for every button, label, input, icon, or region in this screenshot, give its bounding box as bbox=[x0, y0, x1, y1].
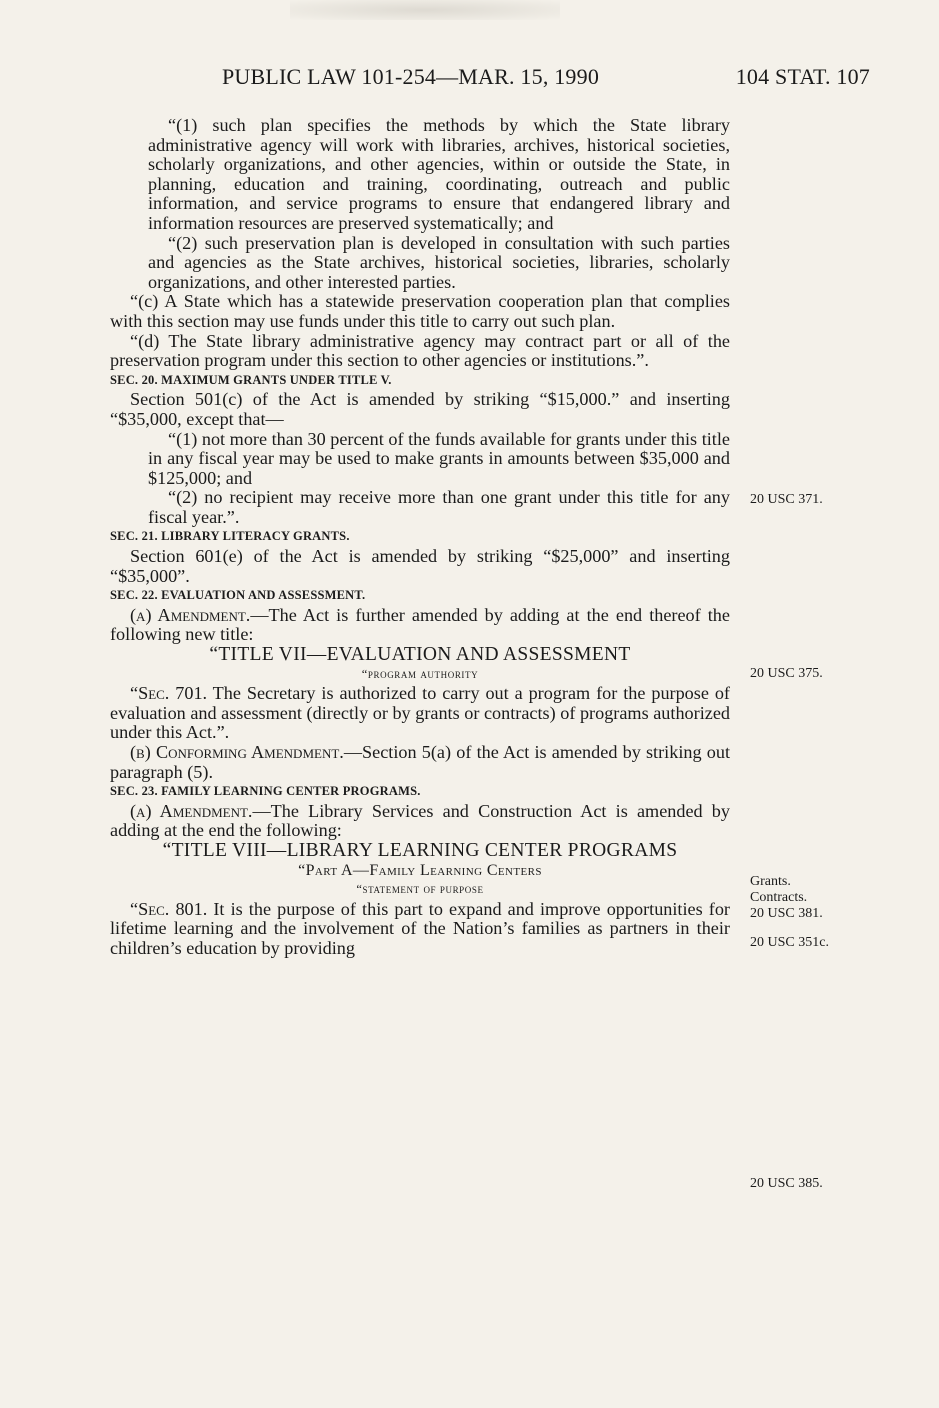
document-body bbox=[110, 116, 730, 959]
paragraph-4: “(d) The State library administrative agency may contract part or all of the preservation program under this section to other agencies or institutions.”. bbox=[110, 330, 730, 371]
program-authority-heading: “program authority bbox=[361, 666, 479, 681]
section-heading-22: SEC. 22. EVALUATION AND ASSESSMENT. bbox=[110, 588, 366, 603]
paragraph-7: “(2) no recipient may receive more than one grant under this title for any fiscal year.”. bbox=[148, 487, 730, 527]
paragraph-2: “(2) such preservation plan is developed in consultation with such parties and agencies as the State archives, historical societies, libraries, scholarly organizations, and other interested parties. bbox=[148, 232, 730, 292]
paragraph-9 bbox=[110, 606, 730, 645]
paragraph-11-lead: (b) Conforming Amendment. bbox=[130, 742, 344, 762]
part-a-heading: “Part A—Family Learning Centers bbox=[298, 861, 542, 879]
paragraph-13-text: 801. It is the purpose of this part to expand and improve opportunities for lifetime learning and the involvement of the Nation’s families as partners in their children’s education by providing bbox=[110, 898, 730, 958]
margin-note-20-usc-385: 20 USC 385. bbox=[750, 1176, 823, 1191]
margin-note-contracts: Contracts. bbox=[750, 890, 808, 905]
section-heading-23: SEC. 23. FAMILY LEARNING CENTER PROGRAMS. bbox=[110, 784, 421, 799]
paragraph-8: Section 601(e) of the Act is amended by striking “$25,000” and inserting “$35,000”. bbox=[110, 546, 730, 586]
paragraph-10-text: 701. The Secretary is authorized to carry out a program for the purpose of evaluation and assessment (directly or by grants or contracts) of programs authorized under this Act.”. bbox=[110, 683, 730, 743]
header-title: PUBLIC LAW 101-254—MAR. 15, 1990 bbox=[222, 64, 600, 89]
margin-note-grants-contracts bbox=[750, 874, 870, 922]
paragraph-3: “(c) A State which has a statewide preservation cooperation plan that complies with this section may use funds under this title to carry out such plan. bbox=[110, 291, 730, 331]
paragraph-12 bbox=[110, 802, 730, 841]
paragraph-1: “(1) such plan specifies the methods by which the State library administrative agency will work with libraries, archives, historical societies, scholarly organizations, and other agencies, within or outside the State, in planning, education and training, coordinating, outreach and public information, and service programs to ensure that endangered library and information resources are preserved systematically; and bbox=[148, 115, 730, 233]
paragraph-6: “(1) not more than 30 percent of the funds available for grants under this title in any fiscal year may be used to make grants in amounts between $35,000 and $125,000; and bbox=[148, 428, 730, 488]
margin-note-20-usc-381: 20 USC 381. bbox=[750, 906, 823, 921]
margin-note-grants: Grants. bbox=[750, 874, 791, 889]
margin-note-20-usc-371: 20 USC 371. bbox=[750, 492, 823, 507]
margin-note-20-usc-351c: 20 USC 351c. bbox=[750, 935, 829, 950]
paragraph-12-text: —The Library Services and Construction Act is amended by adding at the end the following: bbox=[110, 800, 730, 841]
margin-note-20-usc-375: 20 USC 375. bbox=[750, 666, 823, 681]
paragraph-10 bbox=[110, 684, 730, 743]
paragraph-9-text: —The Act is further amended by adding at the end thereof the following new title: bbox=[110, 604, 730, 645]
paragraph-11 bbox=[110, 743, 730, 782]
paragraph-10-lead: “Sec. bbox=[130, 683, 170, 704]
paragraph-5: Section 501(c) of the Act is amended by striking “$15,000.” and inserting “$35,000, except that— bbox=[110, 389, 730, 429]
title-viii-heading: “TITLE VIII—LIBRARY LEARNING CENTER PROGRAMS bbox=[162, 839, 678, 861]
statement-of-purpose-heading: “statement of purpose bbox=[356, 882, 484, 897]
paragraph-11-text: —Section 5(a) of the Act is amended by striking out paragraph (5). bbox=[110, 742, 730, 782]
section-heading-21: SEC. 21. LIBRARY LITERACY GRANTS. bbox=[110, 529, 350, 544]
section-heading-20: SEC. 20. MAXIMUM GRANTS UNDER TITLE V. bbox=[110, 372, 392, 387]
scan-smudge bbox=[290, 0, 560, 20]
header-stat-citation: 104 STAT. 107 bbox=[735, 64, 870, 89]
title-vii-heading: “TITLE VII—EVALUATION AND ASSESSMENT bbox=[209, 644, 631, 666]
paragraph-13-lead: “Sec. bbox=[130, 898, 170, 919]
paragraph-13 bbox=[110, 900, 730, 959]
paragraph-12-lead: (a) Amendment. bbox=[130, 800, 253, 821]
paragraph-9-lead: (a) Amendment. bbox=[130, 604, 251, 625]
